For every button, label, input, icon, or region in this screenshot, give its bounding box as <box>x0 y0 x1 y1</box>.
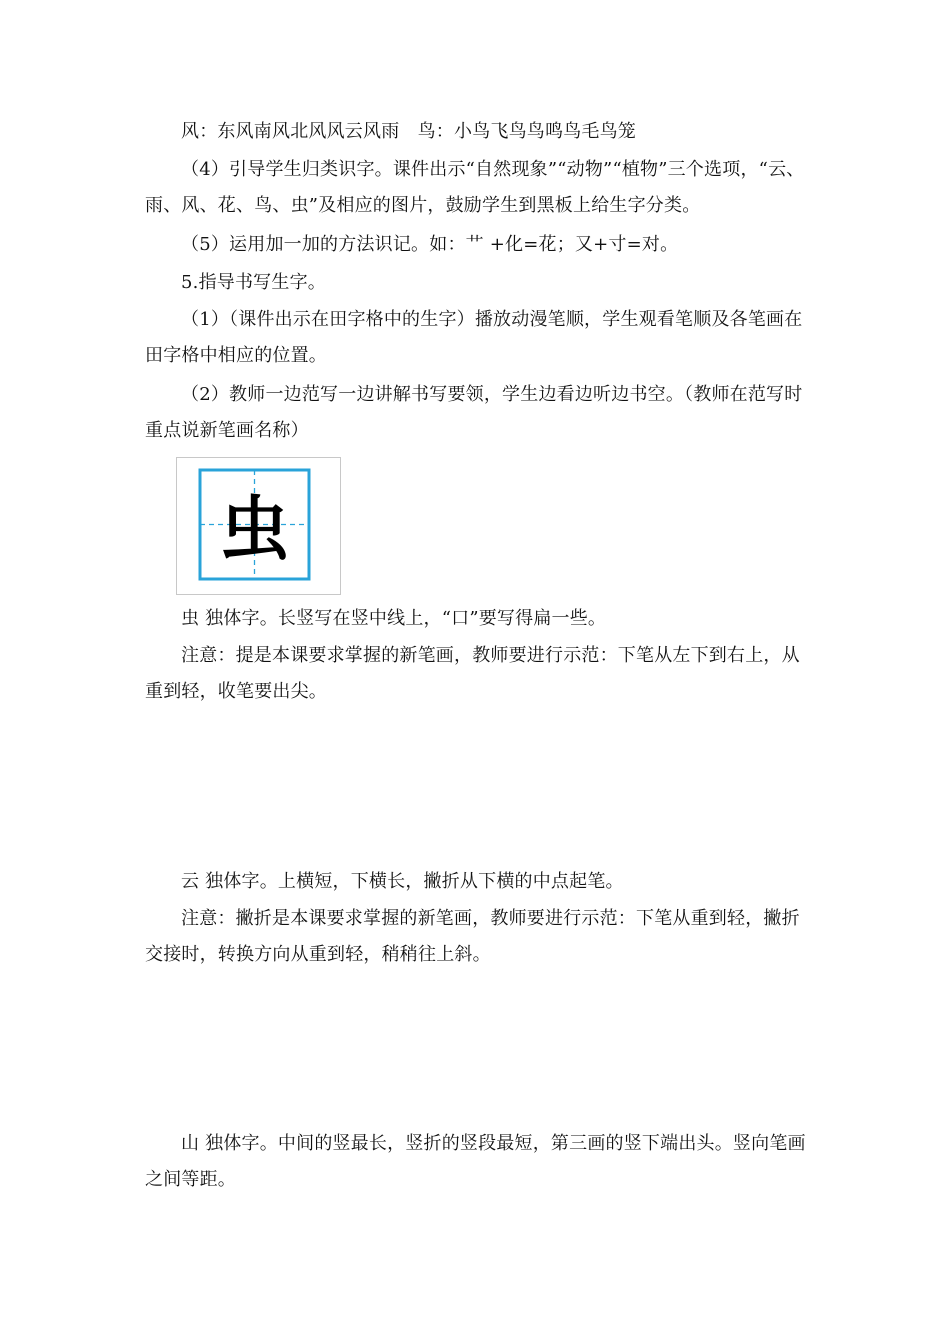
paragraph-chong-note: 注意：提是本课要求掌握的新笔画，教师要进行示范：下笔从左下到右上，从重到轻，收笔要出尖。 <box>145 645 800 702</box>
tianzige-figure <box>176 457 341 595</box>
paragraph-shan: 山 独体字。中间的竖最长，竖折的竖段最短，第三画的竖下端出头。竖向笔画之间等距。 <box>145 1133 806 1190</box>
section-heading-writing: 5.指导书写生字。 <box>181 272 326 293</box>
paragraph-chong: 虫 独体字。长竖写在竖中线上，“口”要写得扁一些。 <box>181 608 607 629</box>
paragraph-feng-niao-words: 风：东风南风北风风云风雨 鸟：小鸟飞鸟鸟鸣鸟毛鸟笼 <box>181 121 636 142</box>
paragraph-writing-step-2: （2）教师一边范写一边讲解书写要领，学生边看边听边书空。（教师在范写时重点说新笔画名称） <box>145 384 803 441</box>
paragraph-step-5: （5）运用加一加的方法识记。如：艹 +化=花；又+寸=对。 <box>181 234 679 255</box>
paragraph-writing-step-1: （1）（课件出示在田字格中的生字）播放动漫笔顺，学生观看笔顺及各笔画在田字格中相应的位置。 <box>145 309 803 366</box>
paragraph-step-4: （4）引导学生归类识字。课件出示“自然现象”“动物”“植物”三个选项，“云、雨、风、花、鸟、虫”及相应的图片，鼓励学生到黑板上给生字分类。 <box>145 159 805 216</box>
paragraph-yun: 云 独体字。上横短，下横长，撇折从下横的中点起笔。 <box>181 871 624 892</box>
paragraph-yun-note: 注意：撇折是本课要求掌握的新笔画，教师要进行示范：下笔从重到轻，撇折交接时，转换方向从重到轻，稍稍往上斜。 <box>145 908 800 965</box>
tianzige-grid <box>177 458 340 594</box>
tianzige-character: 虫 <box>219 487 290 570</box>
